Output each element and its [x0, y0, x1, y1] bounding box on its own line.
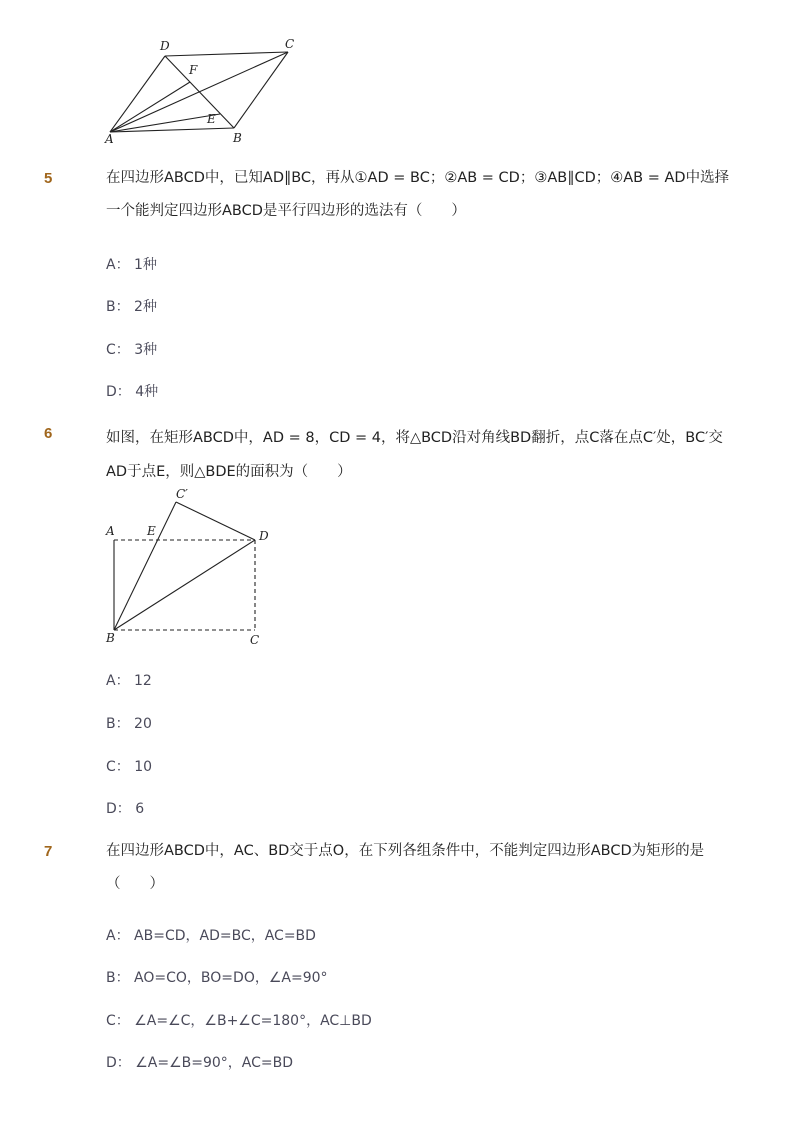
question-6-option-a[interactable]: A： 12	[106, 673, 152, 689]
question-7-stem-line1: 在四边形ABCD中，AC、BD交于点O，在下列各组条件中，不能判定四边形ABCD为矩形的是	[106, 843, 705, 859]
question-5-option-a[interactable]: A： 1种	[106, 257, 157, 273]
rectangle-fold-figure	[100, 484, 280, 649]
question-7-option-c[interactable]: C： ∠A=∠C，∠B+∠C=180°，AC⊥BD	[106, 1013, 372, 1029]
label-F: F	[189, 63, 198, 77]
segment-DC	[165, 52, 288, 56]
label-B: B	[233, 131, 242, 145]
segment-AC	[110, 52, 288, 132]
label-E: E	[207, 112, 216, 126]
label-A: A	[105, 132, 114, 146]
question-5-option-b[interactable]: B： 2种	[106, 299, 157, 315]
segment-CprimeD	[176, 502, 255, 540]
question-7-stem-line2: （ ）	[106, 876, 164, 892]
question-5-stem-line1: 在四边形ABCD中，已知AD∥BC，再从①AD = BC；②AB = CD；③AB∥CD；④AB = AD中选择	[106, 170, 730, 186]
question-7-option-d[interactable]: D： ∠A=∠B=90°，AC=BD	[106, 1055, 294, 1071]
label-A: A	[106, 524, 115, 538]
question-5-number: 5	[44, 170, 53, 187]
question-6-stem-line2: AD于点E，则△BDE的面积为（ ）	[106, 464, 352, 480]
segment-AD	[110, 56, 165, 132]
segment-AF	[110, 82, 190, 132]
question-7-option-a[interactable]: A： AB=CD，AD=BC，AC=BD	[106, 928, 316, 944]
label-D: D	[160, 39, 170, 53]
question-7-option-b[interactable]: B： AO=CO，BO=DO，∠A=90°	[106, 970, 328, 986]
label-D: D	[259, 529, 269, 543]
question-5-option-d[interactable]: D： 4种	[106, 384, 159, 400]
question-5-option-c[interactable]: C： 3种	[106, 342, 158, 358]
question-6-stem-line1: 如图，在矩形ABCD中，AD = 8，CD = 4，将△BCD沿对角线BD翻折，点C落在点C′处，BC′交	[106, 430, 723, 446]
question-6-option-d[interactable]: D： 6	[106, 801, 145, 817]
parallelogram-figure	[100, 36, 310, 148]
segment-BD	[114, 540, 255, 630]
label-E: E	[147, 524, 156, 538]
label-B: B	[106, 631, 115, 645]
label-C: C	[250, 633, 260, 647]
question-5-stem-line2: 一个能判定四边形ABCD是平行四边形的选法有（ ）	[106, 203, 466, 219]
question-7-number: 7	[44, 843, 53, 860]
segment-BC	[234, 52, 288, 128]
question-6-number: 6	[44, 425, 53, 442]
question-6-option-b[interactable]: B： 20	[106, 716, 152, 732]
label-Cprime: C′	[176, 487, 188, 501]
label-C: C	[285, 37, 295, 51]
question-6-option-c[interactable]: C： 10	[106, 759, 153, 775]
